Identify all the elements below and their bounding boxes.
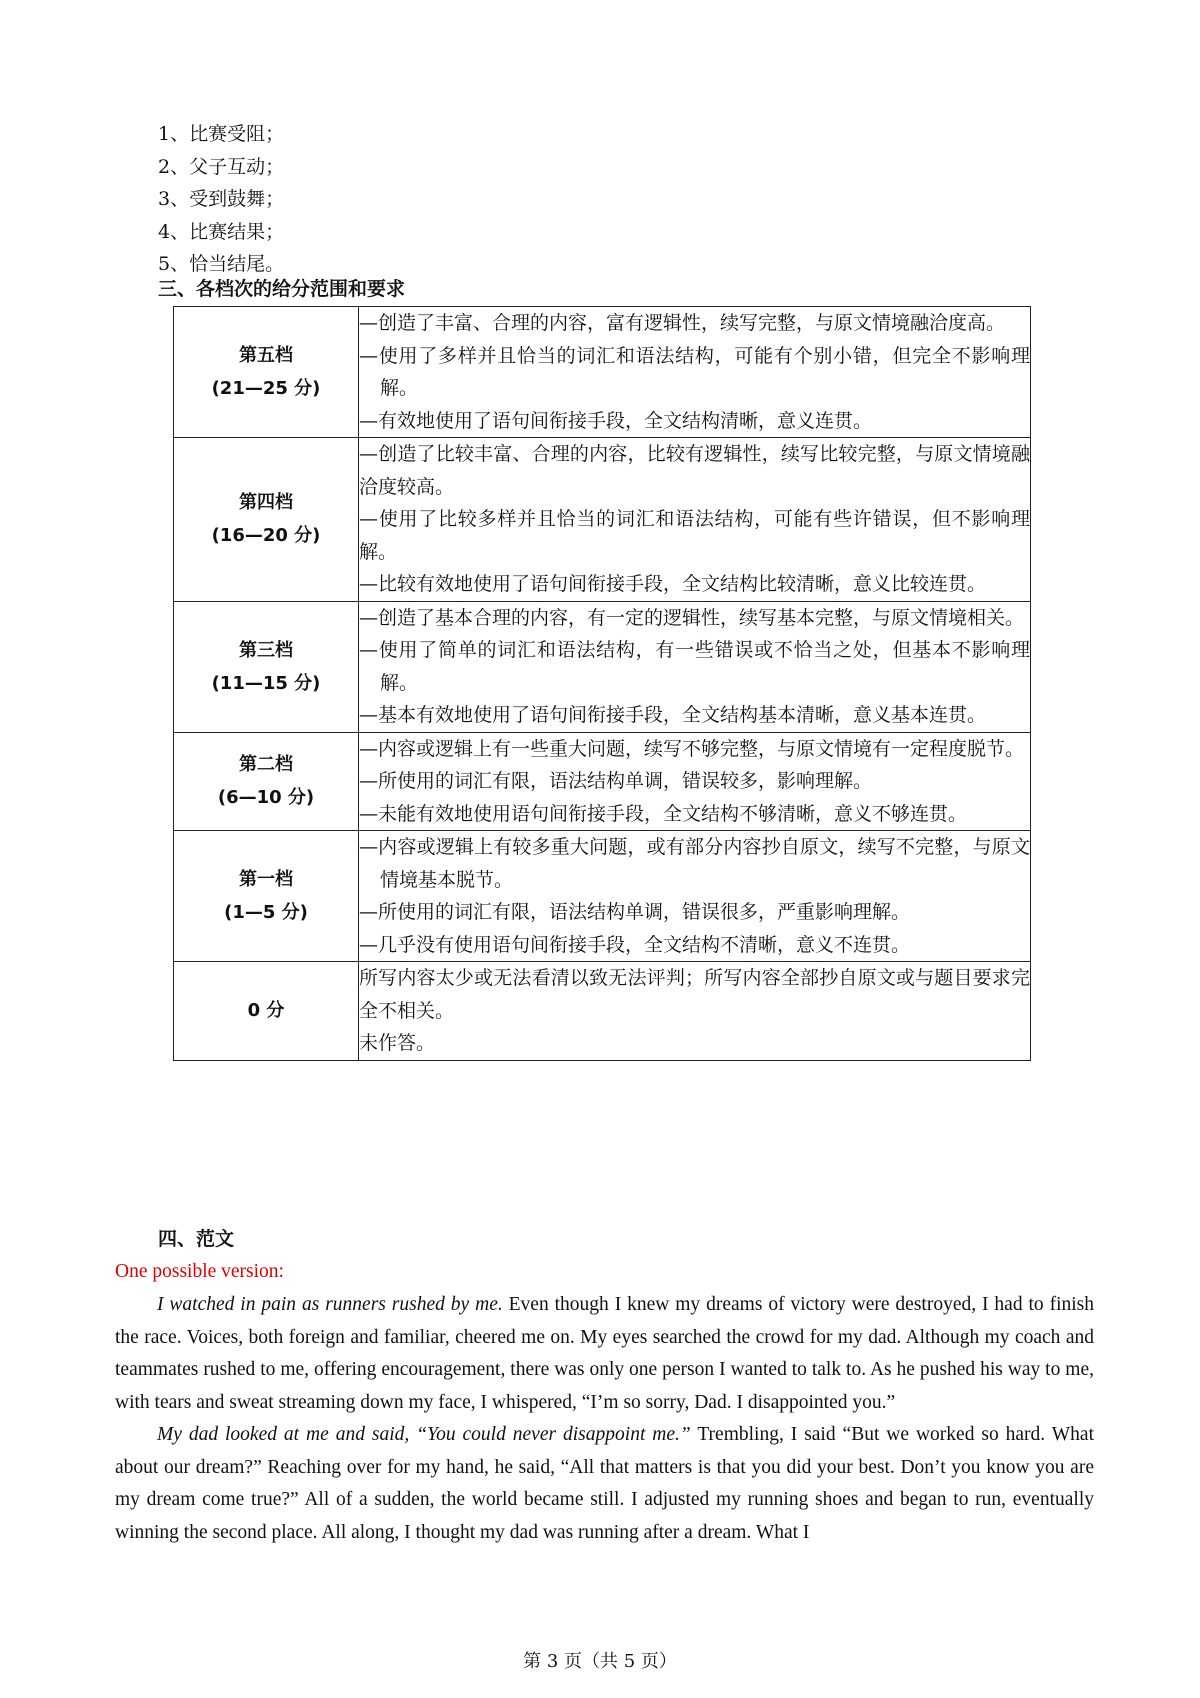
grade-requirements-cell [359, 601, 1031, 732]
version-label: One possible version: [115, 1261, 284, 1282]
grading-row [174, 438, 1031, 602]
outline-item: 1、比赛受阻； [158, 123, 285, 145]
grade-requirement: —内容或逻辑上有一些重大问题，续写不够完整，与原文情境有一定程度脱节。 [359, 737, 1025, 760]
section-heading-sample: 四、范文 [158, 1228, 235, 1250]
grade-level-name: 0 分 [247, 1000, 285, 1022]
grade-requirements-cell [359, 438, 1031, 602]
grading-row [174, 831, 1031, 962]
grade-requirement: —未能有效地使用语句间衔接手段，全文结构不够清晰，意义不够连贯。 [359, 802, 968, 825]
grade-level-name: 第五档 [239, 345, 293, 366]
outline-item: 2、父子互动； [158, 155, 285, 178]
essay-lead-sentence: I watched in pain as runners rushed by me. [157, 1294, 503, 1315]
grade-requirement: —创造了比较丰富、合理的内容，比较有逻辑性，续写比较完整，与原文情境融洽度较高。 [359, 443, 1030, 498]
grade-requirement: —几乎没有使用语句间衔接手段，全文结构不清晰，意义不连贯。 [359, 933, 911, 956]
grade-requirements-cell [359, 307, 1031, 438]
grade-requirement: —内容或逻辑上有较多重大问题，或有部分内容抄自原文，续写不完整，与原文情境基本脱节。 [359, 836, 1030, 891]
essay-paragraph [115, 1289, 1094, 1419]
grading-row [174, 962, 1031, 1061]
grade-requirements-cell [359, 831, 1031, 962]
outline-item: 4、比赛结果； [158, 220, 285, 243]
grade-level-cell [174, 307, 359, 438]
grade-score-range: (6—10 分) [217, 787, 315, 809]
essay-body-text: Even though I knew my dreams of victory were destroyed, I had to finish the race. Voices, both foreign and familiar, cheered me on. My eyes searched the crowd for my dad. Although my coach and teammates rushed to me, offering encouragement, there was only one person I wanted to talk to. As he pushed his way to me, with tears and sweat streaming down my face, I whispered, “I’m so sorry, Dad. I disappointed you.” [115, 1294, 1094, 1413]
grade-requirement: —所使用的词汇有限，语法结构单调，错误较多，影响理解。 [359, 770, 873, 792]
outline-item: 5、恰当结尾。 [158, 253, 285, 275]
grade-requirement: —所使用的词汇有限，语法结构单调，错误很多，严重影响理解。 [359, 901, 911, 923]
grade-score-range: (16—20 分) [211, 525, 321, 547]
outline-item: 3、受到鼓舞； [158, 188, 285, 210]
section-heading-grading: 三、各档次的给分范围和要求 [158, 278, 406, 300]
grade-level-name: 第一档 [239, 869, 293, 890]
grading-row [174, 601, 1031, 732]
grade-level-cell [174, 732, 359, 831]
grade-requirement: —使用了多样并且恰当的词汇和语法结构，可能有个别小错，但完全不影响理解。 [359, 344, 1030, 399]
grade-requirement: —有效地使用了语句间衔接手段，全文结构清晰，意义连贯。 [359, 409, 873, 432]
grade-score-range: (1—5 分) [224, 902, 308, 923]
grade-level-cell [174, 831, 359, 962]
grade-level-name: 第四档 [239, 492, 293, 514]
grade-requirement: —基本有效地使用了语句间衔接手段，全文结构基本清晰，意义基本连贯。 [359, 704, 987, 726]
grade-requirement: 所写内容太少或无法看清以致无法评判；所写内容全部抄自原文或与题目要求完全不相关。 [359, 967, 1030, 1022]
essay-paragraph [115, 1419, 1094, 1549]
grade-level-name: 第二档 [239, 754, 293, 776]
plot-outline-list [158, 118, 958, 281]
grade-requirement: 未作答。 [359, 1032, 436, 1054]
grade-requirements-cell [359, 732, 1031, 831]
essay-lead-sentence: My dad looked at me and said, “You could never disappoint me.” [157, 1424, 691, 1445]
grade-score-range: (21—25 分) [211, 378, 321, 399]
grade-score-range: (11—15 分) [211, 672, 321, 694]
grade-level-cell [174, 601, 359, 732]
grade-requirement: —比较有效地使用了语句间衔接手段，全文结构比较清晰，意义比较连贯。 [359, 573, 987, 595]
grade-requirement: —使用了简单的词汇和语法结构，有一些错误或不恰当之处，但基本不影响理解。 [359, 639, 1030, 694]
grading-row [174, 307, 1031, 438]
essay-body-text: Trembling, I said “But we worked so hard. What about our dream?” Reaching over for my hand, he said, “All that matters is that you did your best. Don’t you know you are my dream come true?” All of a sudden, the world became still. I adjusted my running shoes and began to run, eventually winning the second place. All along, I thought my dad was running after a dream. What I [115, 1424, 1094, 1543]
grading-table [173, 306, 1031, 1061]
grade-requirement: —创造了丰富、合理的内容，富有逻辑性，续写完整，与原文情境融洽度高。 [359, 312, 1006, 334]
grade-requirement: —创造了基本合理的内容，有一定的逻辑性，续写基本完整，与原文情境相关。 [359, 606, 1025, 629]
grade-requirement: —使用了比较多样并且恰当的词汇和语法结构，可能有些许错误，但不影响理解。 [359, 508, 1030, 563]
grade-level-cell [174, 962, 359, 1061]
page-footer: 第 3 页（共 5 页） [523, 1651, 677, 1672]
grading-row [174, 732, 1031, 831]
grade-requirements-cell [359, 962, 1031, 1061]
sample-essay [115, 1289, 1094, 1549]
grade-level-cell [174, 438, 359, 602]
grade-level-name: 第三档 [239, 639, 293, 661]
